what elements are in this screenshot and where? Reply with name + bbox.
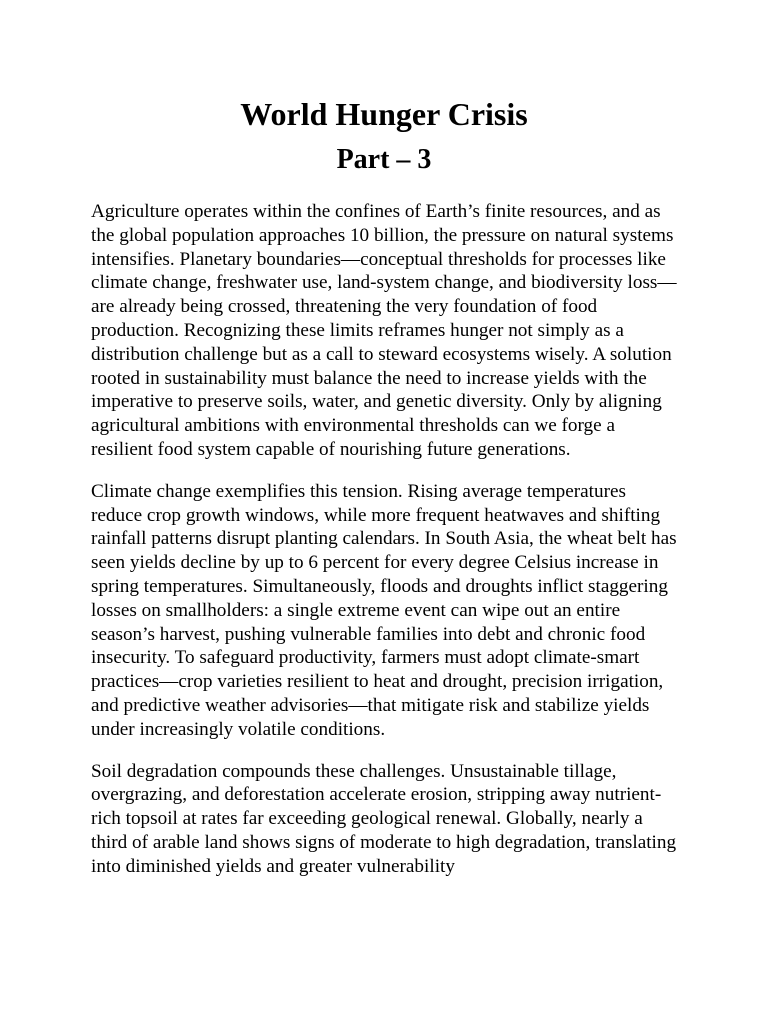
- document-subtitle: Part – 3: [336, 144, 432, 175]
- document-body: [91, 200, 677, 879]
- paragraph-3: Soil degradation compounds these challenges. Unsustainable tillage, overgrazing, and deforestation accelerate erosion, stripping away nutrient-rich topsoil at rates far exceeding geological renewal. Globally, nearly a third of arable land shows signs of moderate to high degradation, translating into diminished yields and greater vulnerability: [91, 760, 677, 877]
- document-title: World Hunger Crisis: [240, 96, 528, 132]
- paragraph-2: Climate change exemplifies this tension. Rising average temperatures reduce crop growth windows, while more frequent heatwaves and shifting rainfall patterns disrupt planting calendars. In South Asia, the wheat belt has seen yields decline by up to 6 percent for every degree Celsius increase in spring temperatures. Simultaneously, floods and droughts inflict staggering losses on smallholders: a single extreme event can wipe out an entire season’s harvest, pushing vulnerable families into debt and chronic food insecurity. To safeguard productivity, farmers must adopt climate-smart practices—crop varieties resilient to heat and drought, precision irrigation, and predictive weather advisories—that mitigate risk and stabilize yields under increasingly volatile conditions.: [91, 480, 677, 740]
- paragraph-1: Agriculture operates within the confines of Earth’s finite resources, and as the global population approaches 10 billion, the pressure on natural systems intensifies. Planetary boundaries—conceptual thresholds for processes like climate change, freshwater use, land-system change, and biodiversity loss—are already being crossed, threatening the very foundation of food production. Recognizing these limits reframes hunger not simply as a distribution challenge but as a call to steward ecosystems wisely. A solution rooted in sustainability must balance the need to increase yields with the imperative to preserve soils, water, and genetic diversity. Only by aligning agricultural ambitions with environmental thresholds can we forge a resilient food system capable of nourishing future generations.: [91, 201, 677, 460]
